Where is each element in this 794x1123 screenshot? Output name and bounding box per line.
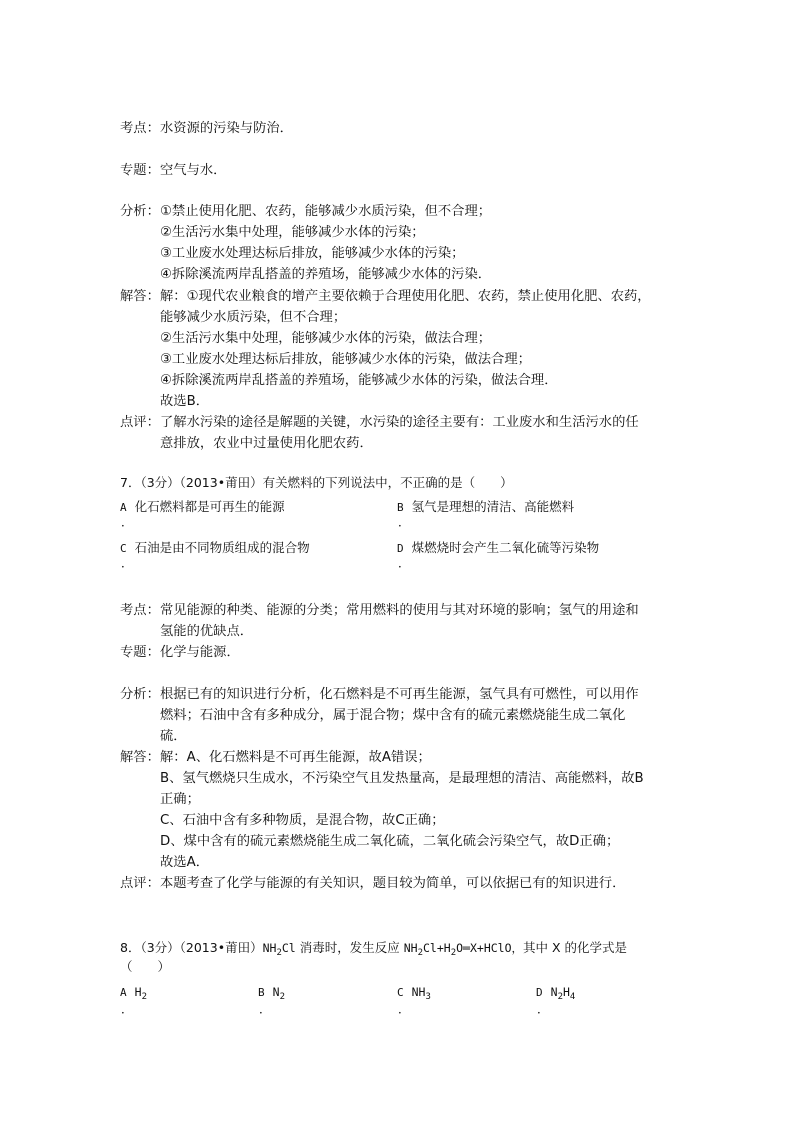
option-dot: ． [121,556,134,570]
option-letter: D [536,986,543,999]
option-dot: ． [121,515,134,529]
option-formula: $H_2$ [134,985,147,1002]
jieda-line: B、氢气燃烧只生成水，不污染空气且发热量高，是最理想的清洁、高能燃料，故B [160,771,644,786]
jieda-label: 解答： [120,750,160,765]
kaodian-text: 水资源的污染与防治． [160,121,293,136]
dianping-label: 点评： [120,415,160,430]
option-letter: A [120,501,127,514]
zhuanti-label: 专题： [120,163,160,178]
zhuanti-text: 化学与能源． [160,645,240,660]
option-letter: C [120,542,127,555]
zhuanti-label: 专题： [120,645,160,660]
jieda-label: 解答： [120,289,160,304]
q8-stem-mid: 消毒时，发生反应 [299,940,400,955]
option-formula: $NH_3$ [411,985,431,1002]
option-text: 石油是由不同物质组成的混合物 [134,540,310,555]
dianping-label: 点评： [120,876,160,891]
option-dot: ． [121,1002,134,1016]
fenxi-line: ④拆除溪流两岸乱搭盖的养殖场，能够减少水体的污染． [160,267,492,282]
jieda-line: 正确； [160,792,200,807]
jieda-line: 故选B． [160,394,210,409]
option-letter: A [120,986,127,999]
fenxi-line: ③工业废水处理达标后排放，能够减少水体的污染； [160,246,465,261]
jieda-line: 能够减少水质污染，但不合理； [160,310,347,325]
q8-stem [120,938,627,963]
fenxi-line: ①禁止使用化肥、农药，能够减少水质污染，但不合理； [160,204,492,219]
option-dot: ． [398,515,411,529]
q7-option-b[interactable] [397,497,574,518]
dianping-text: 本题考查了化学与能源的有关知识，题目较为简单，可以依据已有的知识进行． [160,876,626,891]
fenxi-line: 燃料；石油中含有多种成分，属于混合物；煤中含有的硫元素燃烧能生成二氧化 [160,708,626,723]
option-dot: ． [259,1002,272,1016]
option-letter: C [397,986,404,999]
option-text: 化石燃料都是可再生的能源 [134,499,285,514]
reaction-equation: $NH_2Cl+H_2O═X+HClO$， [403,941,524,958]
q8-paren: （ ） [120,959,171,974]
jieda-line: 故选A． [160,855,209,870]
option-letter: B [258,986,265,999]
q7-option-d[interactable] [397,538,599,559]
jieda-line: 解：A、化石燃料是不可再生能源，故A错误； [160,750,431,765]
fenxi-line: ②生活污水集中处理，能够减少水体的污染； [160,225,425,240]
q7-option-c[interactable] [120,538,310,559]
kaodian-label: 考点： [120,121,160,136]
zhuanti-text: 空气与水． [160,163,227,178]
option-formula: $N_2H_4$ [550,985,576,1002]
jieda-line: 解：①现代农业粮食的增产主要依赖于合理使用化肥、农药，禁止使用化肥、农药， [160,289,651,304]
option-dot: ． [537,1002,550,1016]
jieda-line: ③工业废水处理达标后排放，能够减少水体的污染，做法合理； [160,352,531,367]
option-dot: ． [398,1002,411,1016]
option-text: 煤燃烧时会产生二氧化硫等污染物 [411,540,600,555]
q8-stem-prefix: 8．（3分）（2013•莆田） [120,940,263,955]
fenxi-label: 分析： [120,204,160,219]
dianping-line: 了解水污染的途径是解题的关键，水污染的途径主要有：工业废水和生活污水的任 [160,415,639,430]
jieda-line: ②生活污水集中处理，能够减少水体的污染，做法合理； [160,331,492,346]
fenxi-label: 分析： [120,687,160,702]
dianping-line: 意排放，农业中过量使用化肥农药． [160,436,373,451]
option-letter: D [397,542,404,555]
q7-option-a[interactable] [120,497,285,518]
kaodian-line: 氢能的优缺点． [160,624,254,639]
jieda-line: C、石油中含有多种物质，是混合物，故C正确； [160,813,445,828]
q8-stem-end: 其中 X 的化学式是 [523,940,628,955]
option-letter: B [397,501,404,514]
kaodian-label: 考点： [120,603,160,618]
kaodian-line: 常见能源的种类、能源的分类；常用燃料的使用与其对环境的影响；氢气的用途和 [160,603,639,618]
jieda-line: ④拆除溪流两岸乱搭盖的养殖场，能够减少水体的污染，做法合理． [160,373,558,388]
formula-nh2cl: $NH_2Cl$ [262,941,296,958]
fenxi-line: 根据已有的知识进行分析，化石燃料是不可再生能源，氢气具有可燃性，可以用作 [160,687,639,702]
option-dot: ． [398,556,411,570]
option-formula: $N_2$ [272,985,285,1002]
jieda-line: D、煤中含有的硫元素燃烧能生成二氧化硫，二氧化硫会污染空气，故D正确； [160,834,620,849]
fenxi-line: 硫． [160,729,187,744]
option-text: 氢气是理想的清洁、高能燃料 [411,499,575,514]
q7-stem: 7．（3分）（2013•莆田）有关燃料的下列说法中，不正确的是（ ） [120,475,513,490]
